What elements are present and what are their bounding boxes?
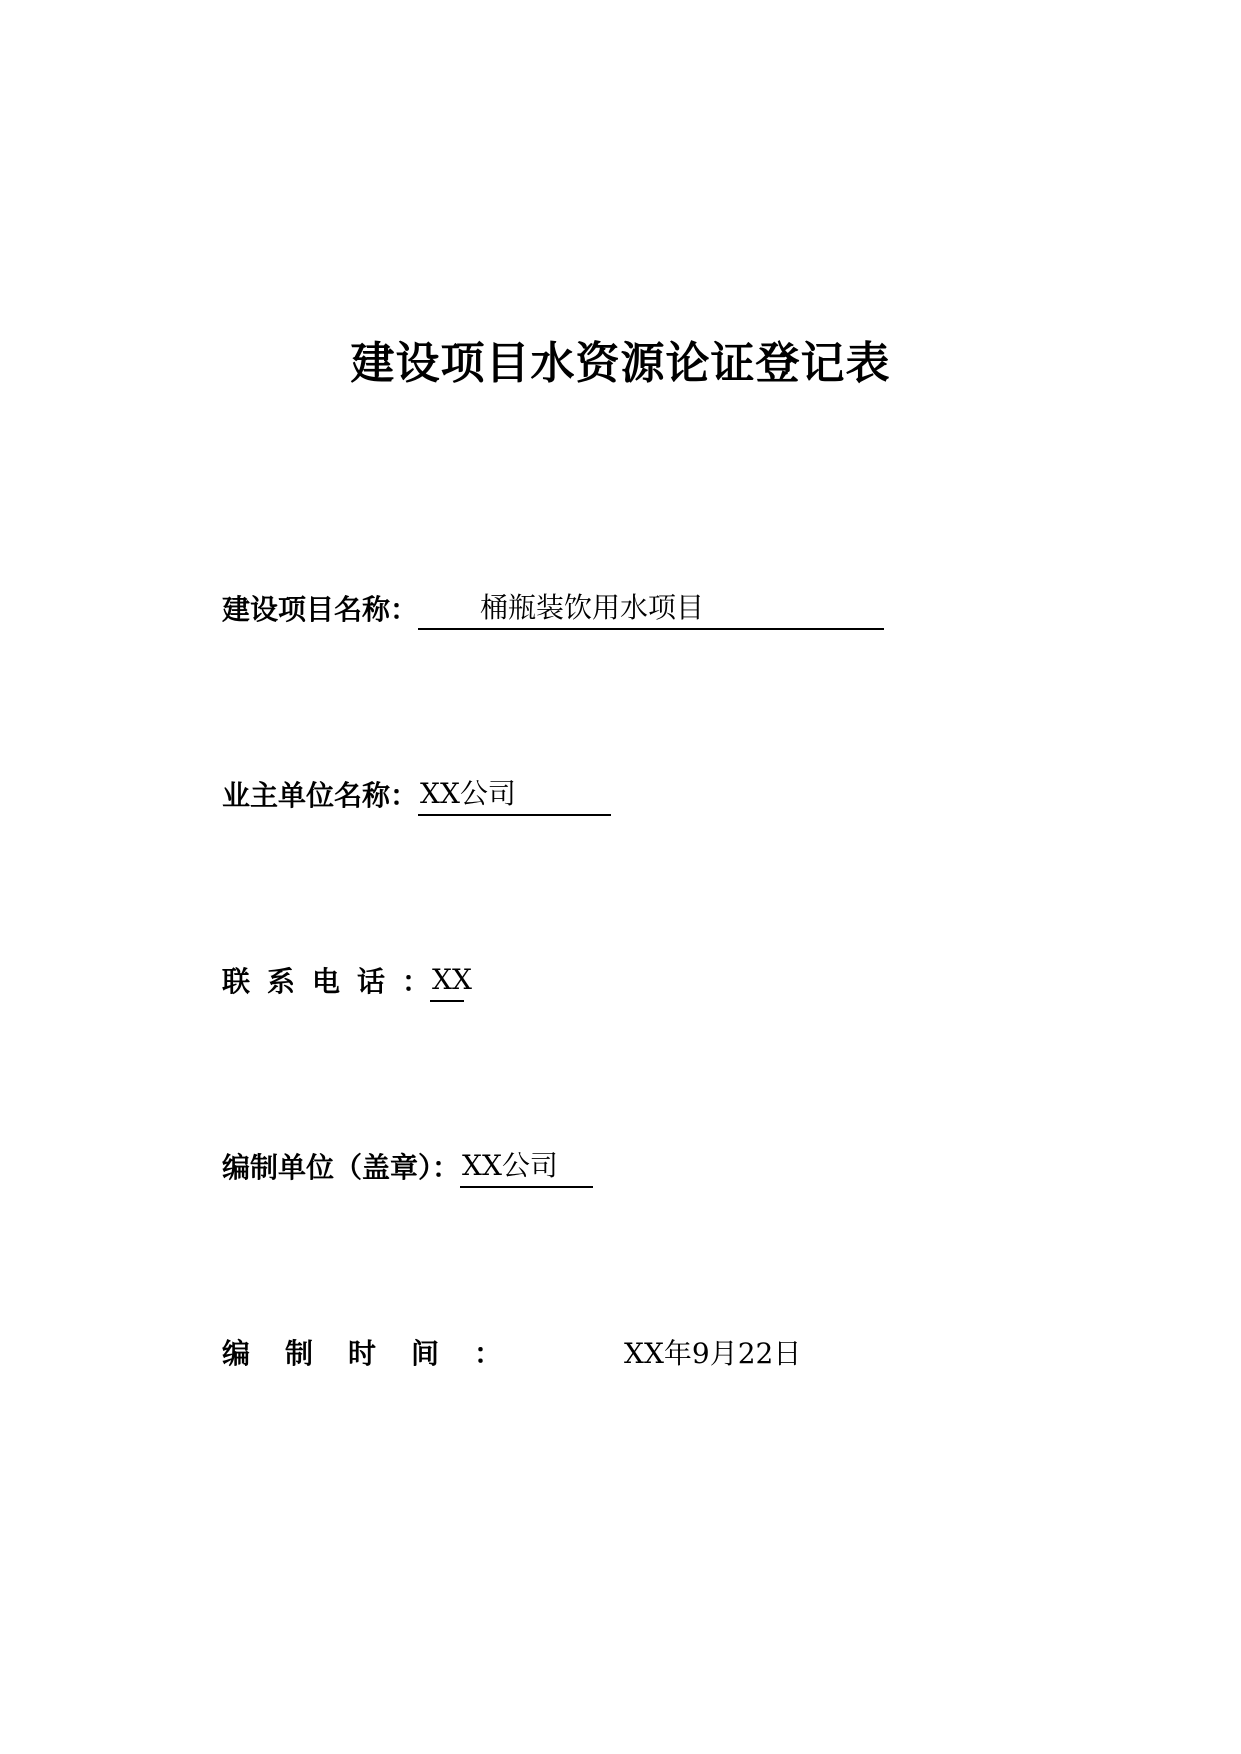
- contact-phone-label-group: [222, 962, 430, 1002]
- owner-unit-field: [222, 772, 611, 816]
- owner-unit-label: 业主单位名称：: [222, 779, 419, 812]
- project-name-label: 建设项目名称：: [222, 593, 419, 626]
- document-title: 建设项目水资源论证登记表: [350, 338, 891, 389]
- owner-unit-value: XX公司: [418, 774, 611, 816]
- compiling-unit-value: XX公司: [460, 1146, 593, 1188]
- project-name-value: 桶瓶装饮用水项目: [418, 588, 884, 630]
- compile-date-field: [222, 1330, 801, 1374]
- contact-phone-value: XX: [430, 960, 464, 1002]
- compile-date-colon: ：: [474, 1337, 503, 1370]
- project-name-field: [222, 586, 884, 630]
- compiling-unit-label: 编制单位（盖章）：: [222, 1151, 461, 1184]
- compiling-unit-field: [222, 1144, 593, 1188]
- compile-date-label: 编制时间: [222, 1337, 475, 1370]
- compile-date-label-group: [222, 1334, 502, 1374]
- compile-date-value: XX年9月22日: [624, 1337, 802, 1370]
- contact-phone-colon: ：: [402, 965, 431, 998]
- contact-phone-label: 联系电话: [222, 965, 403, 998]
- contact-phone-field: [222, 958, 472, 1002]
